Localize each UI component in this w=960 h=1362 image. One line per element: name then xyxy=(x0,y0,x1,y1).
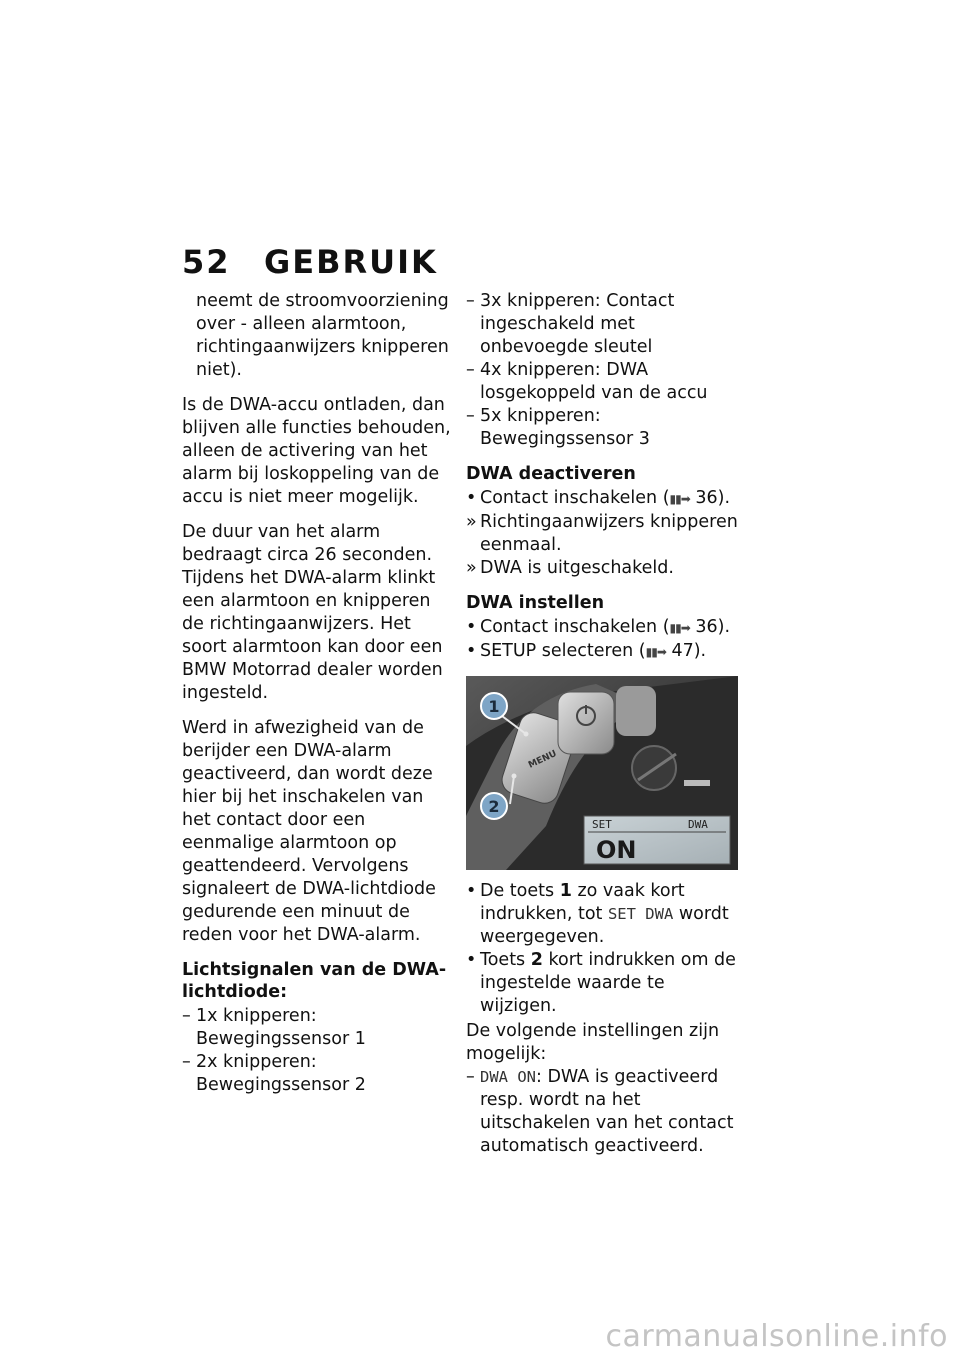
list-item: – 1x knipperen: Bewegingssensor 1 xyxy=(182,1006,366,1049)
list-item: » Richtingaanwijzers knipperen eenmaal. xyxy=(466,512,738,555)
key-number: 1 xyxy=(559,881,572,901)
paragraph-absence-alarm: Werd in afwezigheid van de berijder een DWA-alarm geactiveerd, dan wordt deze hier bij het inschakelen van het contact door een eenmalige alarmtoon op geattendeerd. Vervolgens signaleert de DWA-lichtdiode gedurende een minuut de reden voor het DWA-alarm. xyxy=(182,718,436,945)
page-header xyxy=(182,243,438,281)
paragraph-duration: De duur van het alarm bedraagt circa 26 seconden. Tijdens het DWA-alarm klinkt een alarmtoon en knipperen de richtingaanwijzers. Het soort alarmtoon kan door een BMW Motorrad dealer worden ingesteld. xyxy=(182,522,443,703)
bullet-marker: • xyxy=(466,881,477,901)
heading-setup: DWA instellen xyxy=(466,593,605,613)
bullet-marker: • xyxy=(466,641,477,661)
page-ref: 36 xyxy=(695,617,718,637)
list-item: • Toets 2 kort indrukken om de ingestelde waarde te wijzigen. xyxy=(466,950,736,1016)
watermark: carmanualsonline.info xyxy=(605,1319,948,1354)
dash-marker: – xyxy=(466,1067,475,1087)
list-item: • De toets 1 zo vaak kort indrukken, tot SET DWA wordt weergegeven. xyxy=(466,881,729,947)
right-column xyxy=(466,290,742,1170)
page-title: GEBRUIK xyxy=(264,243,438,281)
paragraph-continuation: neemt de stroomvoorziening over - alleen alarmtoon, richtingaanwijzers knipperen niet). xyxy=(196,291,449,380)
left-column xyxy=(182,290,452,1109)
settings-intro: De volgende instellingen zijn mogelijk: xyxy=(466,1021,720,1064)
list-item: • Contact inschakelen (▮▮➡ 36). xyxy=(466,617,731,637)
dash-marker: – xyxy=(466,360,475,380)
setup-steps xyxy=(466,616,742,664)
page-number: 52 xyxy=(182,243,231,281)
dash-marker: – xyxy=(466,291,475,311)
led-signal-list xyxy=(182,1005,452,1097)
heading-deactivate: DWA deactiveren xyxy=(466,464,636,484)
callout-number-1: 1 xyxy=(488,697,500,716)
bullet-marker: • xyxy=(466,488,477,508)
settings-list xyxy=(466,1066,742,1158)
button-steps xyxy=(466,880,742,1018)
dash-marker: – xyxy=(182,1052,191,1072)
dash-marker: – xyxy=(466,406,475,426)
menu-label: MENU xyxy=(527,748,559,771)
lcd-label-right: DWA xyxy=(688,818,708,831)
list-item: – DWA ON: DWA is geactiveerd resp. wordt na het uitschakelen van het contact automatisch geactiveerd. xyxy=(466,1067,734,1156)
lcd-value: ON xyxy=(596,836,637,864)
list-item: – 2x knipperen: Bewegingssensor 2 xyxy=(182,1052,366,1095)
callout-dot-1 xyxy=(524,732,529,737)
heading-led-signals: Lichtsignalen van de DWA-lichtdiode: xyxy=(182,960,447,1002)
lcd-label-left: SET xyxy=(592,818,612,831)
power-button-graphic xyxy=(558,692,614,754)
key-number: 2 xyxy=(530,950,543,970)
display-code: SET DWA xyxy=(607,905,674,923)
result-marker: » xyxy=(466,558,477,578)
page-ref: 36 xyxy=(695,488,718,508)
result-marker: » xyxy=(466,512,477,532)
list-item: » DWA is uitgeschakeld. xyxy=(466,558,674,578)
bullet-marker: • xyxy=(466,950,477,970)
dash-marker: – xyxy=(182,1006,191,1026)
handlebar-control-figure xyxy=(466,676,738,870)
side-switch xyxy=(616,686,656,736)
temperature-icon xyxy=(684,780,710,786)
bullet-marker: • xyxy=(466,617,477,637)
list-item: – 5x knipperen: Bewegingssensor 3 xyxy=(466,406,650,449)
deactivate-steps xyxy=(466,487,742,580)
page-ref: 47 xyxy=(671,641,694,661)
paragraph-battery: Is de DWA-accu ontladen, dan blijven alle functies behouden, alleen de activering van het alarm bij loskoppeling van de accu is niet meer mogelijk. xyxy=(182,395,451,507)
list-item: – 4x knipperen: DWA losgekoppeld van de accu xyxy=(466,360,708,403)
led-signal-list-continued xyxy=(466,290,742,451)
callout-dot-2 xyxy=(512,774,517,779)
page-ref-arrow-icon: ▮▮➡ xyxy=(669,621,690,635)
display-code: DWA ON xyxy=(480,1068,536,1086)
callout-number-2: 2 xyxy=(488,797,500,816)
page-ref-arrow-icon: ▮▮➡ xyxy=(645,645,666,659)
page-ref-arrow-icon: ▮▮➡ xyxy=(669,492,690,506)
list-item: • SETUP selecteren (▮▮➡ 47). xyxy=(466,641,707,661)
list-item: • Contact inschakelen (▮▮➡ 36). xyxy=(466,488,731,508)
list-item: – 3x knipperen: Contact ingeschakeld met onbevoegde sleutel xyxy=(466,291,675,357)
